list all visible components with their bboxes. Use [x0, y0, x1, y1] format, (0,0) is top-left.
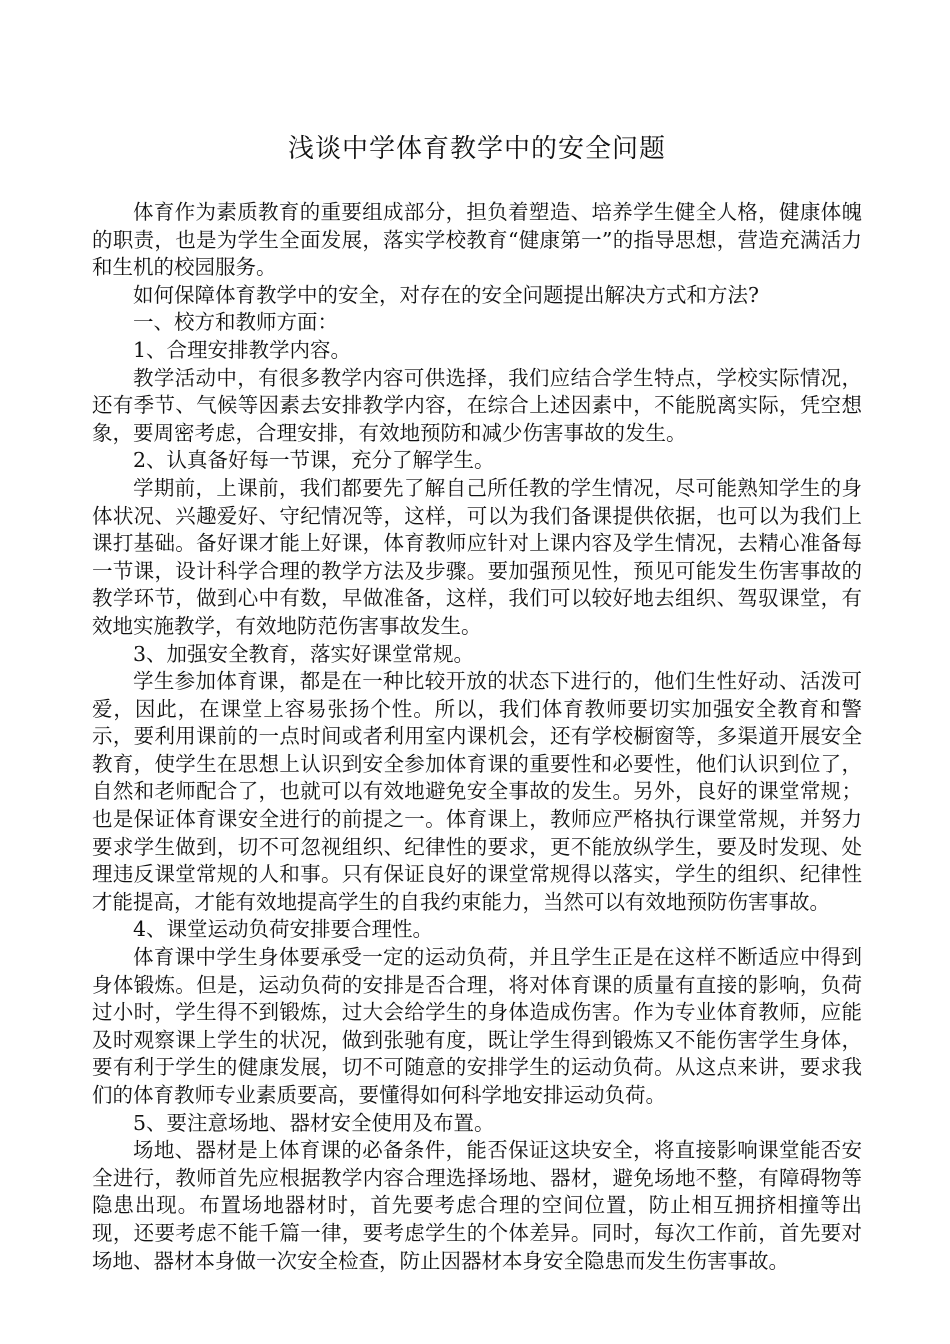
- paragraph-3: 学生参加体育课，都是在一种比较开放的状态下进行的，他们生性好动、活泼可爱，因此，在课堂上容易张扬个性。所以，我们体育教师要切实加强安全教育和警示，要利用课前的一点时间或者利用室内课机会，还有学校橱窗等，多渠道开展安全教育，使学生在思想上认识到安全参加体育课的重要性和必要性，他们认识到位了，自然和老师配合了，也就可以有效地避免安全事故的发生。另外，良好的课堂常规；也是保证体育课安全进行的前提之一。体育课上，教师应严格执行课堂常规，并努力要求学生做到，切不可忽视组织、纪律性的要求，更不能放纵学生，要及时发现、处理违反课堂常规的人和事。只有保证良好的课堂常规得以落实，学生的组织、纪律性才能提高，才能有效地提高学生的自我约束能力，当然可以有效地预防伤害事故。: [92, 669, 862, 914]
- document-body: [92, 199, 862, 1275]
- paragraph-5: 场地、器材是上体育课的必备条件，能否保证这块安全，将直接影响课堂能否安全进行，教师首先应根据教学内容合理选择场地、器材，避免场地不整，有障碍物等隐患出现。布置场地器材时，首先要考虑合理的空间位置，防止相互拥挤相撞等出现，还要考虑不能千篇一律，要考虑学生的个体差异。同时，每次工作前，首先要对场地、器材本身做一次安全检查，防止因器材本身安全隐患而发生伤害事故。: [92, 1138, 862, 1273]
- subheading-1: 1、合理安排教学内容。: [133, 337, 352, 362]
- subheading-3: 3、加强安全教育，落实好课堂常规。: [133, 641, 475, 666]
- section-heading-school-teacher: 一、校方和教师方面：: [133, 310, 338, 335]
- document-title: 浅谈中学体育教学中的安全问题: [287, 134, 666, 164]
- paragraph-question: 如何保障体育教学中的安全，对存在的安全问题提出解决方式和方法?: [133, 282, 759, 307]
- paragraph-4: 体育课中学生身体要承受一定的运动负荷，并且学生正是在这样不断适应中得到身体锻炼。但是，运动负荷的安排是否合理，将对体育课的质量有直接的影响，负荷过小时，学生得不到锻炼，过大会给学生的身体造成伤害。作为专业体育教师，应能及时观察课上学生的状况，做到张驰有度，既让学生得到锻炼又不能伤害学生身体，要有利于学生的健康发展，切不可随意的安排学生的运动负荷。从这点来讲，要求我们的体育教师专业素质要高，要懂得如何科学地安排运动负荷。: [92, 945, 862, 1107]
- paragraph-1: 教学活动中，有很多教学内容可供选择，我们应结合学生特点，学校实际情况，还有季节、气候等因素去安排教学内容，在综合上述因素中，不能脱离实际，凭空想象，要周密考虑，合理安排，有效地预防和减少伤害事故的发生。: [92, 365, 862, 445]
- paragraph-intro: 体育作为素质教育的重要组成部分，担负着塑造、培养学生健全人格，健康体魄的职责，也是为学生全面发展，落实学校教育“健康第一”的指导思想，营造充满活力和生机的校园服务。: [92, 200, 862, 280]
- subheading-5: 5、要注意场地、器材安全使用及布置。: [133, 1110, 495, 1135]
- subheading-4: 4、课堂运动负荷安排要合理性。: [133, 917, 434, 942]
- paragraph-2: 学期前，上课前，我们都要先了解自己所任教的学生情况，尽可能熟知学生的身体状况、兴趣爱好、守纪情况等，这样，可以为我们备课提供依据，也可以为我们上课打基础。备好课才能上好课，体育教师应针对上课内容及学生情况，去精心准备每一节课，设计科学合理的教学方法及步骤。要加强预见性，预见可能发生伤害事故的教学环节，做到心中有数，早做准备，这样，我们可以较好地去组织、驾驭课堂，有效地实施教学，有效地防范伤害事故发生。: [92, 475, 862, 638]
- subheading-2: 2、认真备好每一节课，充分了解学生。: [133, 448, 495, 473]
